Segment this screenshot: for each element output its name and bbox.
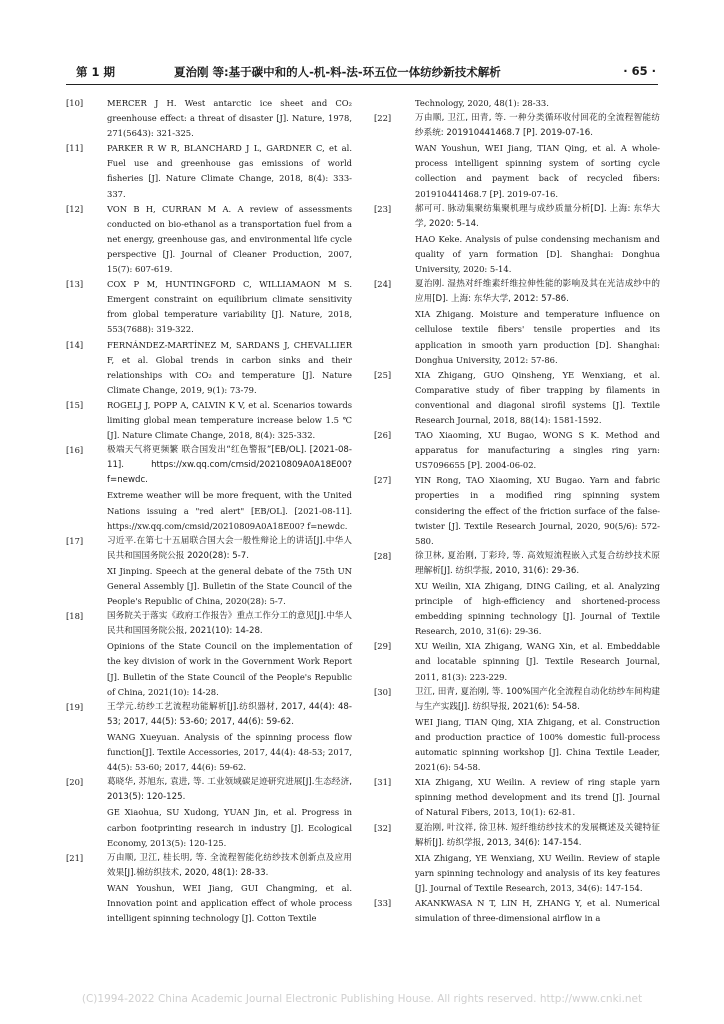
reference-number: [32] [374,822,392,833]
reference-number: [23] [374,203,392,214]
reference-number: [21] [66,852,84,863]
reference-number: [10] [66,98,84,108]
reference-entry [374,111,660,202]
reference-column-left [66,96,352,926]
reference-number: [18] [66,611,84,622]
reference-number: [30] [374,686,392,697]
reference-number: [12] [66,203,84,214]
reference-entry [374,96,660,111]
reference-number: [25] [374,369,392,380]
reference-number: [31] [374,777,392,788]
reference-text: PARKER R W R, BLANCHARD J L, GARDNER C, et al. Fuel use and greenhouse gas emissions of world fisheries [J]. Nature Climate Change, 2018, 8(4): 333-337. [107,143,352,199]
issue-number: 第 1 期 [76,65,116,79]
page-number: · 65 · [623,64,656,78]
reference-entry [66,851,352,926]
reference-entry [374,202,660,277]
reference-number: [13] [66,279,84,290]
reference-number: [14] [66,339,84,350]
reference-entry [374,639,660,684]
reference-entry [66,443,352,534]
reference-text: 极端天气将更频繁 联合国发出“红色警报”[EB/OL]. [2021-08-11]. https://xw.qq.com/cmsid/20210809A0A18E00? f=newdc. Extreme weather will be more frequent, with the United Nations issuing a "red alert" [EB/OL]. [2021-08-11]. https://xw.qq.com/cmsid/20210809A0A18E00? f=newdc. [107,445,352,531]
reference-text: XIA Zhigang, GUO Qinsheng, YE Wenxiang, et al. Comparative study of fiber trapping by filaments in conventional and diagonal sirofil systems [J]. Textile Research Journal, 2018, 88(14): 1581-1592. [415,369,660,425]
running-header [66,62,658,82]
reference-text: 徐卫林, 夏治刚, 丁彩玲, 等. 高效短流程嵌入式复合纺纱技术原理解析[J]. 纺织学报, 2010, 31(6): 29-36. XU Weilin, XIA Zhigang, DING Cailing, et al. Analyzing principle of high-efficiency and shortened-process embedding spinning technology [J]. Journal of Textile Research, 2010, 31(6): 29-36. [415,550,660,637]
reference-entry [66,609,352,700]
reference-text: 卫江, 田青, 夏治刚, 等. 100%国产化全流程自动化纺纱车间构建与生产实践[J]. 纺织导报, 2021(6): 54-58. WEI Jiang, TIAN Qing, XIA Zhigang, et al. Construction and production practice of 100% domestic full-process automatic spinning workshop [J]. China Textile Leader, 2021(6): 54-58. [415,686,660,773]
copyright-footer: (C)1994-2022 China Academic Journal Electronic Publishing House. All rights reserved. http://www.cnki.net [81,993,643,1005]
reference-text: 万由顺, 卫江, 田青, 等. 一种分类循环收付回花的全流程智能纺纱系统: 201910441468.7 [P]. 2019-07-16. WAN Youshun, WEI Jiang, TIAN Qing, et al. A whole-process intelligent spinning system of sorting cycle collection and payment back of recycled fibers: 201910441468.7 [P]. 2019-07-16. [415,113,660,199]
reference-text: VON B H, CURRAN M A. A review of assessments conducted on bio-ethanol as a transportation fuel from a net energy, greenhouse gas, and environmental life cycle perspective [J]. Journal of Cleaner Production, 2007, 15(7): 607-619. [107,203,352,275]
reference-entry [374,685,660,776]
reference-number: [26] [374,430,392,441]
reference-number: [16] [66,445,84,456]
reference-entry [66,775,352,850]
reference-entry [66,338,352,398]
reference-number: [27] [374,475,392,486]
reference-number: [17] [66,535,84,546]
reference-entry [374,277,660,368]
reference-text: 葛晓华, 苏旭东, 袁进, 等. 工业领域碳足迹研究进展[J].生态经济, 2013(5): 120-125. GE Xiaohua, SU Xudong, YUAN Jin, et al. Progress in carbon footprinting research in industry [J]. Ecological Economy, 2013(5): 120-125. [107,777,352,848]
reference-entry [374,368,660,428]
reference-text: 万由顺, 卫江, 桂长明, 等. 全流程智能化纺纱技术创新点及应用效果[J].棉纺织技术, 2020, 48(1): 28-33. WAN Youshun, WEI Jiang, GUI Changming, et al. Innovation point and application effect of whole process intelligent spinning technology [J]. Cotton Textile [107,852,352,924]
reference-text: YIN Rong, TAO Xiaoming, XU Bugao. Yarn and fabric properties in a modified ring spinning system considering the effect of the friction surface of the false-twister [J]. Textile Research Journal, 2020, 90(5/6): 572-580. [415,475,660,546]
reference-text: AKANKWASA N T, LIN H, ZHANG Y, et al. Numerical simulation of three-dimensional airflow in a [415,897,660,924]
reference-text: 王学元.纺纱工艺流程功能解析[J].纺织器材, 2017, 44(4): 48-53; 2017, 44(5): 53-60; 2017, 44(6): 59-62. WANG Xueyuan. Analysis of the spinning process flow function[J]. Textile Accessories, 2017, 44(4): 48-53; 2017, 44(5): 53-60; 2017, 44(6): 59-62. [107,701,352,773]
reference-text: MERCER J H. West antarctic ice sheet and CO₂ greenhouse effect: a threat of disaster [J]. Nature, 1978, 271(5643): 321-325. [107,98,352,139]
reference-entry [374,428,660,473]
reference-entry [66,96,352,141]
reference-entry [374,549,660,640]
reference-text: XU Weilin, XIA Zhigang, WANG Xin, et al. Embeddable and locatable spinning [J]. Textile Research Journal, 2011, 81(3): 223-229. [415,641,660,682]
reference-text: 夏治刚. 湿热对纤维素纤维拉伸性能的影响及其在光洁成纱中的应用[D]. 上海: 东华大学, 2012: 57-86. XIA Zhigang. Moisture and temperature influence on cellulose textile fibers' tensile properties and its application in smooth yarn production [D]. Shanghai: Donghua University, 2012: 57-86. [415,279,660,365]
reference-entry [374,775,660,820]
reference-number: [20] [66,777,84,788]
reference-entry [66,700,352,775]
reference-column-right [374,96,660,926]
reference-entry [374,473,660,548]
reference-entry [66,277,352,337]
reference-text: COX P M, HUNTINGFORD C, WILLIAMAON M S. Emergent constraint on equilibrium climate sensitivity from global temperature variability [J]. Nature, 2018, 553(7688): 319-322. [107,279,352,335]
reference-number: [29] [374,641,392,652]
reference-text: Technology, 2020, 48(1): 28-33. [415,98,549,108]
reference-entry [374,821,660,896]
reference-entry [66,534,352,609]
reference-number: [28] [374,550,392,561]
reference-text: ROGELJ J, POPP A, CALVIN K V, et al. Scenarios towards limiting global mean temperature increase below 1.5 ℃ [J]. Nature Climate Change, 2018, 8(4): 325-332. [107,399,352,441]
reference-text: TAO Xiaoming, XU Bugao, WONG S K. Method and apparatus for manufacturing a singles ring yarn: US7096655 [P]. 2004-06-02. [415,430,660,471]
reference-text: 习近平.在第七十五届联合国大会一般性辩论上的讲话[J].中华人民共和国国务院公报 2020(28): 5-7. XI Jinping. Speech at the general debate of the 75th UN General Assembly [J]. Bulletin of the State Council of the People's Republic of China, 2020(28): 5-7. [107,535,352,607]
reference-entry [66,398,352,443]
reference-number: [22] [374,113,392,124]
running-title: 夏治刚 等:基于碳中和的人-机-料-法-环五位一体纺纱新技术解析 [174,65,501,79]
reference-number: [33] [374,897,392,908]
reference-text: FERNÁNDEZ-MARTÍNEZ M, SARDANS J, CHEVALLIER F, et al. Global trends in carbon sinks and their relationships with CO₂ and temperature [J]. Nature Climate Change, 2019, 9(1): 73-79. [107,339,352,395]
reference-number: [15] [66,399,84,410]
reference-text: XIA Zhigang, XU Weilin. A review of ring staple yarn spinning method development and its trend [J]. Journal of Natural Fibers, 2013, 10(1): 62-81. [415,777,660,818]
reference-text: 郝可可. 脉动集聚纺集聚机理与成纱质量分析[D]. 上海: 东华大学, 2020: 5-14. HAO Keke. Analysis of pulse condensing mechanism and quality of yarn formation [D]. Shanghai: Donghua University, 2020: 5-14. [415,203,660,275]
reference-entry [374,896,660,926]
reference-text: 国务院关于落实《政府工作报告》重点工作分工的意见[J].中华人民共和国国务院公报, 2021(10): 14-28. Opinions of the State Council on the implementation of the key division of work in the Government Work Report [J]. Bulletin of the State Council of the People's Republic of China, 2021(10): 14-28. [107,611,352,697]
reference-text: 夏治刚, 叶汶祥, 徐卫林. 短纤维纺纱技术的发展概述及关键特征解析[J]. 纺织学报, 2013, 34(6): 147-154. XIA Zhigang, YE Wenxiang, XU Weilin. Review of staple yarn spinning technology and analysis of its key features [J]. Journal of Textile Research, 2013, 34(6): 147-154. [415,822,660,893]
reference-entry [66,141,352,201]
reference-number: [11] [66,143,84,154]
reference-number: [19] [66,701,84,712]
reference-number: [24] [374,279,392,290]
header-rule [66,84,658,85]
reference-entry [66,202,352,277]
